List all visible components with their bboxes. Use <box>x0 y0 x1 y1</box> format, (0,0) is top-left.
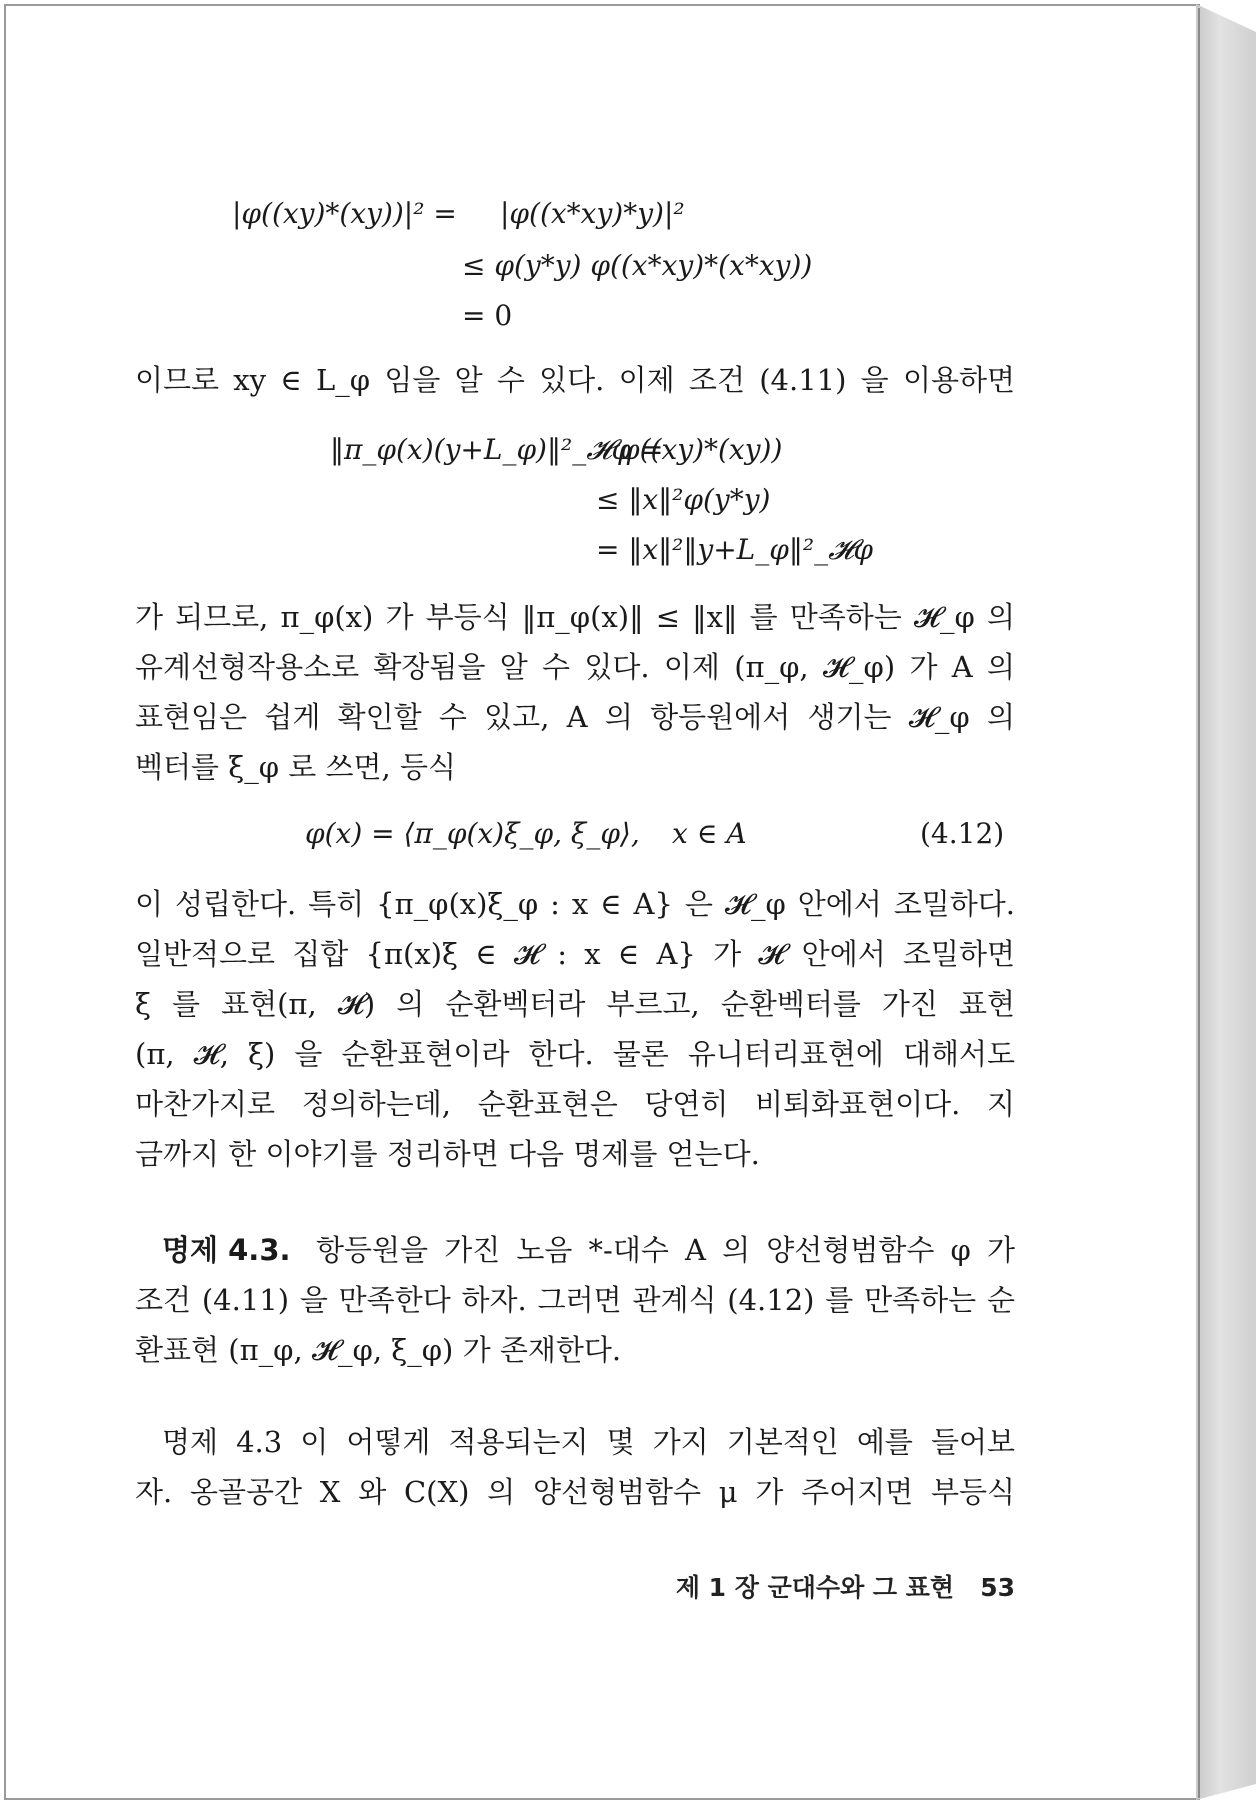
proposition-line-3: 환표현 (π_φ, 𝓗_φ, ξ_φ) 가 존재한다. <box>135 1333 622 1367</box>
paragraph-3-line-3: ξ 를 표현(π, 𝓗) 의 순환벡터라 부르고, 순환벡터를 가진 표현 <box>135 987 1015 1021</box>
eq1-line2: ≤ φ(y*y) φ((x*xy)*(x*xy)) <box>462 249 813 282</box>
proposition-line-1: 항등원을 가진 노음 *-대수 A 의 양선형범함수 φ 가 <box>316 1233 1015 1267</box>
paragraph-4-line-1: 명제 4.3 이 어떻게 적용되는지 몇 가지 기본적인 예를 들어보 <box>162 1425 1015 1459</box>
eq2-lhs: ‖π_φ(x)(y+L_φ)‖²_𝓗φ = <box>330 433 664 466</box>
eq1-line1: |φ((x*xy)*y)|² <box>500 197 685 230</box>
paragraph-3-line-2: 일반적으로 집합 {π(x)ξ ∈ 𝓗 : x ∈ A} 가 𝓗 안에서 조밀하면 <box>135 937 1015 971</box>
eq2-line2: ≤ ‖x‖²φ(y*y) <box>596 483 771 516</box>
paragraph-1: 이므로 xy ∈ L_φ 임을 알 수 있다. 이제 조건 (4.11) 을 이용하면 <box>135 363 1015 397</box>
paragraph-2-line-1: 가 되므로, π_φ(x) 가 부등식 ‖π_φ(x)‖ ≤ ‖x‖ 를 만족하는 𝓗_φ 의 <box>135 600 1015 634</box>
paragraph-3-line-4: (π, 𝓗, ξ) 을 순환표현이라 한다. 물론 유니터리표현에 대해서도 <box>135 1037 1015 1071</box>
paragraph-3-line-6: 금까지 한 이야기를 정리하면 다음 명제를 얻는다. <box>135 1137 760 1171</box>
proposition-line-2: 조건 (4.11) 을 만족한다 하자. 그러면 관계식 (4.12) 를 만족하는 순 <box>135 1283 1015 1317</box>
paragraph-2-line-2: 유계선형작용소로 확장됨을 알 수 있다. 이제 (π_φ, 𝓗_φ) 가 A 의 <box>135 650 1015 684</box>
eq2-line3: = ‖x‖²‖y+L_φ‖²_𝓗φ <box>596 533 873 566</box>
eq1-line3: = 0 <box>462 299 513 332</box>
paragraph-2-line-3: 표현임은 쉽게 확인할 수 있고, A 의 항등원에서 생기는 𝓗_φ 의 <box>135 700 1015 734</box>
page-edge-line <box>1198 8 1200 1798</box>
eq3-main: φ(x) = ⟨π_φ(x)ξ_φ, ξ_φ⟩, <box>305 817 640 850</box>
page-number: 53 <box>980 1573 1015 1602</box>
eq3-domain: x ∈ A <box>672 817 747 850</box>
paragraph-2-line-4: 벡터를 ξ_φ 로 쓰면, 등식 <box>135 750 456 784</box>
proposition-label <box>162 1233 291 1267</box>
eq2-line1: φ((xy)*(xy)) <box>620 433 783 466</box>
equation-number-4-12: (4.12) <box>920 817 1005 850</box>
eq1-lhs: |φ((xy)*(xy))|² = <box>232 197 457 230</box>
paragraph-4-line-2: 자. 옹골공간 X 와 C(X) 의 양선형범함수 μ 가 주어지면 부등식 <box>135 1475 1015 1509</box>
paragraph-3-line-5: 마찬가지로 정의하는데, 순환표현은 당연히 비퇴화표현이다. 지 <box>135 1087 1015 1121</box>
page-stack-edge <box>1196 4 1256 1800</box>
paragraph-3-line-1: 이 성립한다. 특히 {π_φ(x)ξ_φ : x ∈ A} 은 𝓗_φ 안에서 조밀하다. <box>135 887 1015 921</box>
chapter-title: 제 1 장 군대수와 그 표현 <box>675 1573 955 1602</box>
page-footer <box>0 1568 1015 1604</box>
proposition-number: 명제 4.3. <box>162 1233 291 1267</box>
